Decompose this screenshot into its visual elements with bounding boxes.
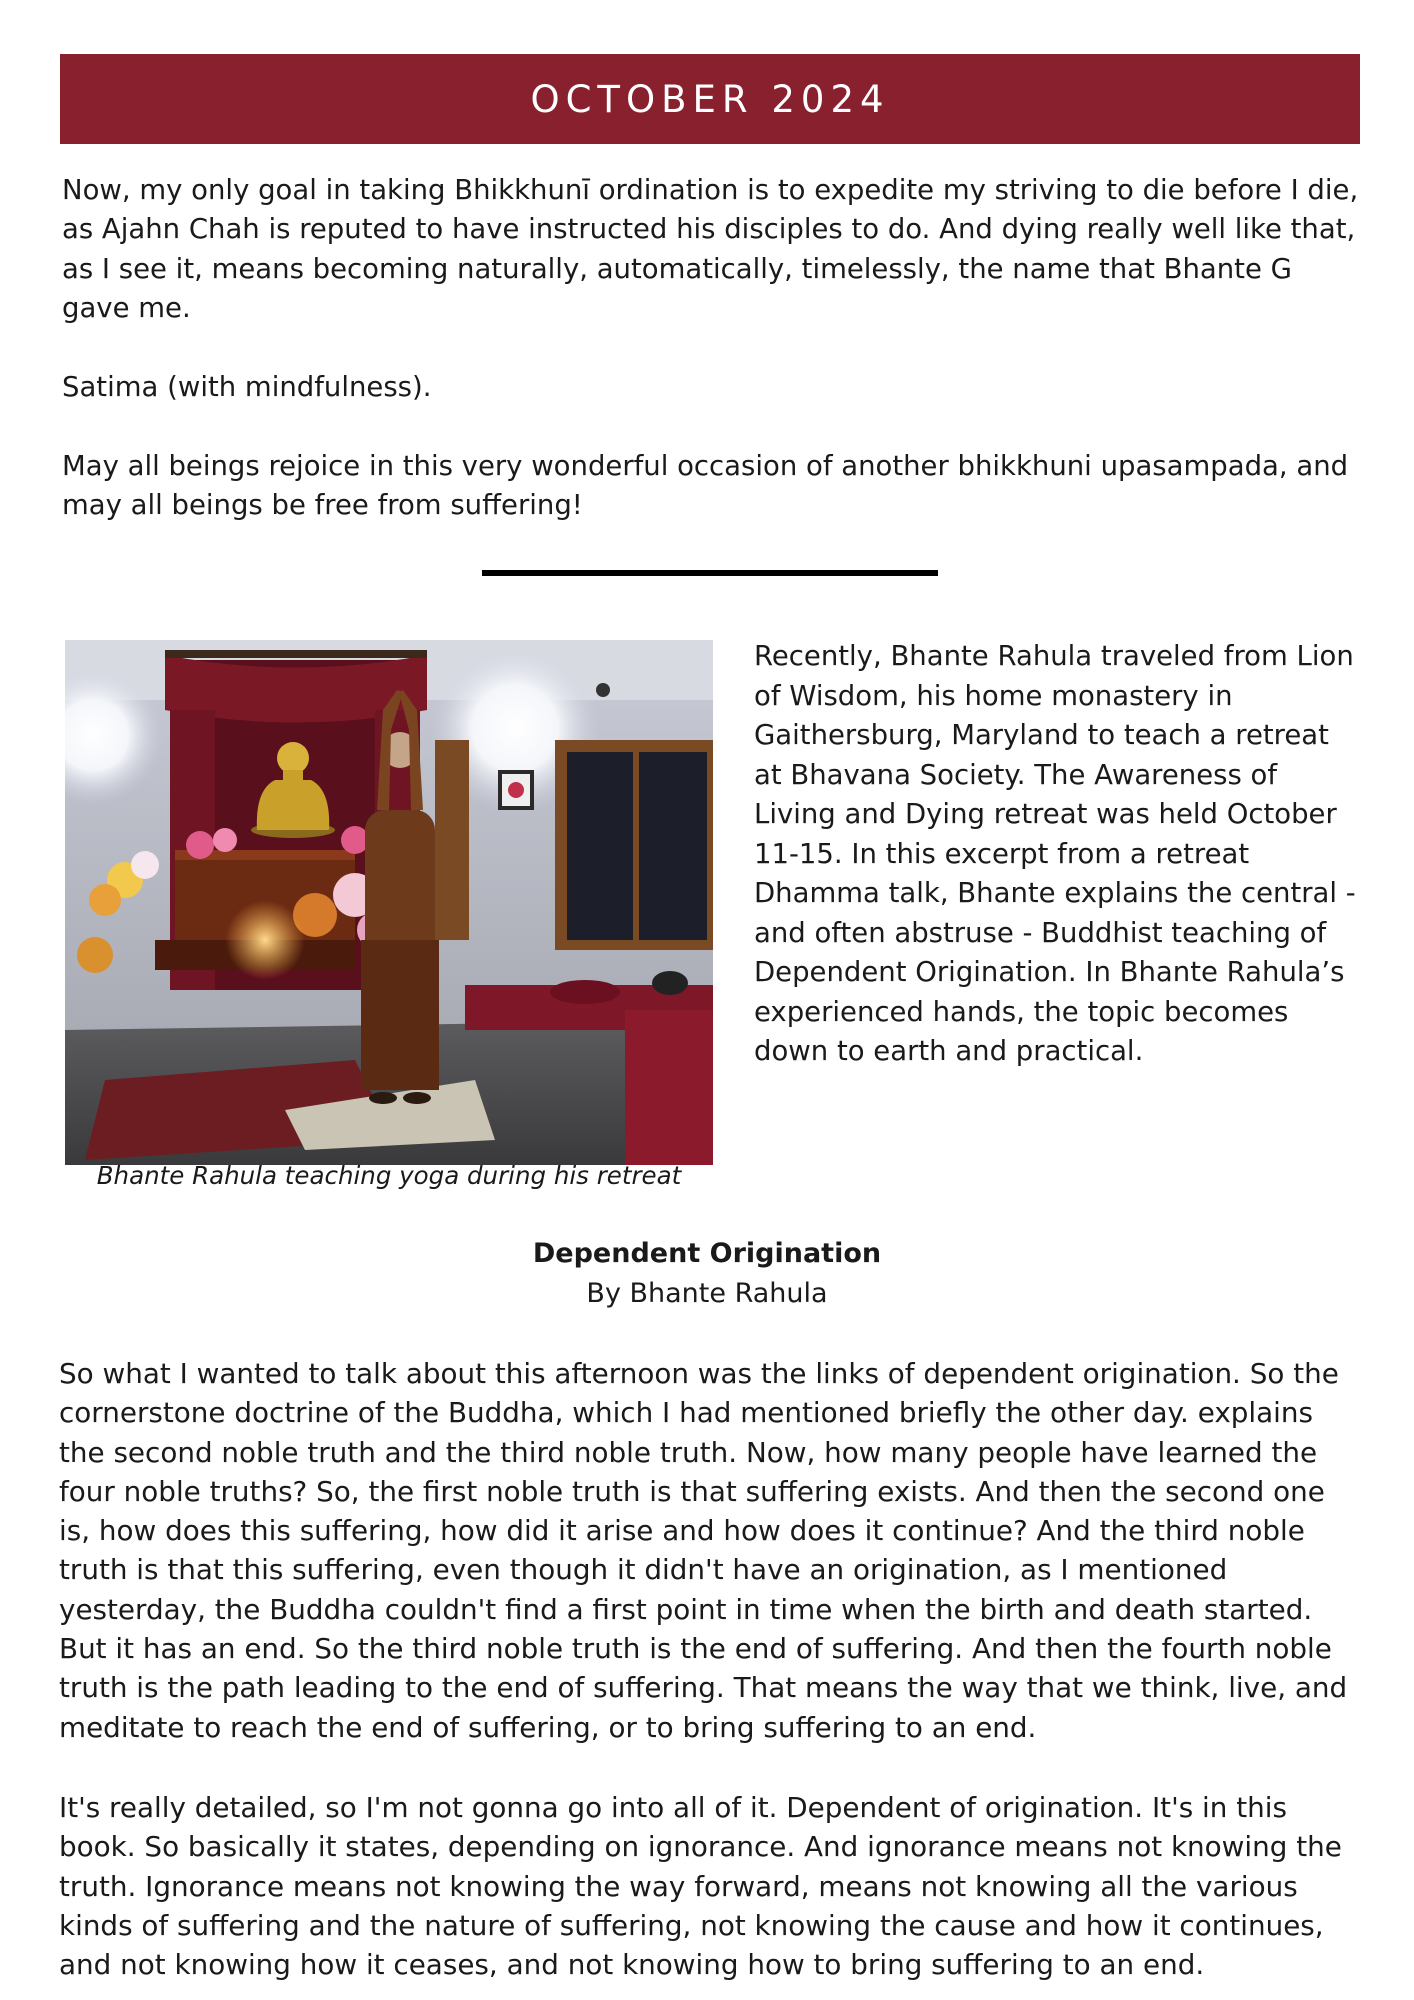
- photo-caption: Bhante Rahula teaching yoga during his retreat: [96, 1161, 682, 1190]
- intro-paragraph-1: Now, my only goal in taking Bhikkhunī ordination is to expedite my striving to die before I die, as Ajahn Chah is reputed to have instructed his disciples to do. And dying really well like that, as I see it, means becoming naturally, automatically, timelessly, the name that Bhante G gave me.: [62, 174, 1359, 324]
- retreat-yoga-photo: [65, 640, 713, 1165]
- article-paragraph-2: It's really detailed, so I'm not gonna go into all of it. Dependent of origination. It's in this book. So basically it states, depending on ignorance. And ignorance means not knowing the truth. Ignorance means not knowing the way forward, means not knowing all the various kinds of suffering and the nature of suffering, not knowing the cause and how it continues, and not knowing how it ceases, and not knowing how to bring suffering to an end.: [59, 1791, 1342, 1982]
- article-byline: By Bhante Rahula: [586, 1278, 828, 1309]
- month-header-band: [60, 54, 1360, 144]
- month-header-title: OCTOBER 2024: [530, 77, 890, 121]
- intro-paragraph-2: Satima (with mindfulness).: [62, 371, 432, 403]
- article-title: Dependent Origination: [532, 1238, 882, 1269]
- article-paragraph-1: So what I wanted to talk about this afternoon was the links of dependent origination. So the cornerstone doctrine of the Buddha, which I had mentioned briefly the other day. explains the second noble truth and the third noble truth. Now, how many people have learned the four noble truths? So, the first noble truth is that suffering exists. And then the second one is, how does this suffering, how did it arise and how does it continue? And the third noble truth is that this suffering, even though it didn't have an origination, as I mentioned yesterday, the Buddha couldn't find a first point in time when the birth and death started. But it has an end. So the third noble truth is the end of suffering. And then the fourth noble truth is the path leading to the end of suffering. That means the way that we think, live, and meditate to reach the end of suffering, or to bring suffering to an end.: [59, 1357, 1348, 1744]
- retreat-summary-paragraph: Recently, Bhante Rahula traveled from Lion of Wisdom, his home monastery in Gaithersburg, Maryland to teach a retreat at Bhavana Society. The Awareness of Living and Dying retreat was held October 11-15. In this excerpt from a retreat Dhamma talk, Bhante explains the central - and often abstruse - Buddhist teaching of Dependent Origination. In Bhante Rahula’s experienced hands, the topic becomes down to earth and practical.: [754, 640, 1356, 1067]
- intro-paragraph-3: May all beings rejoice in this very wonderful occasion of another bhikkhuni upasampada, and may all beings be free from suffering!: [62, 450, 1349, 522]
- section-divider: [482, 570, 938, 576]
